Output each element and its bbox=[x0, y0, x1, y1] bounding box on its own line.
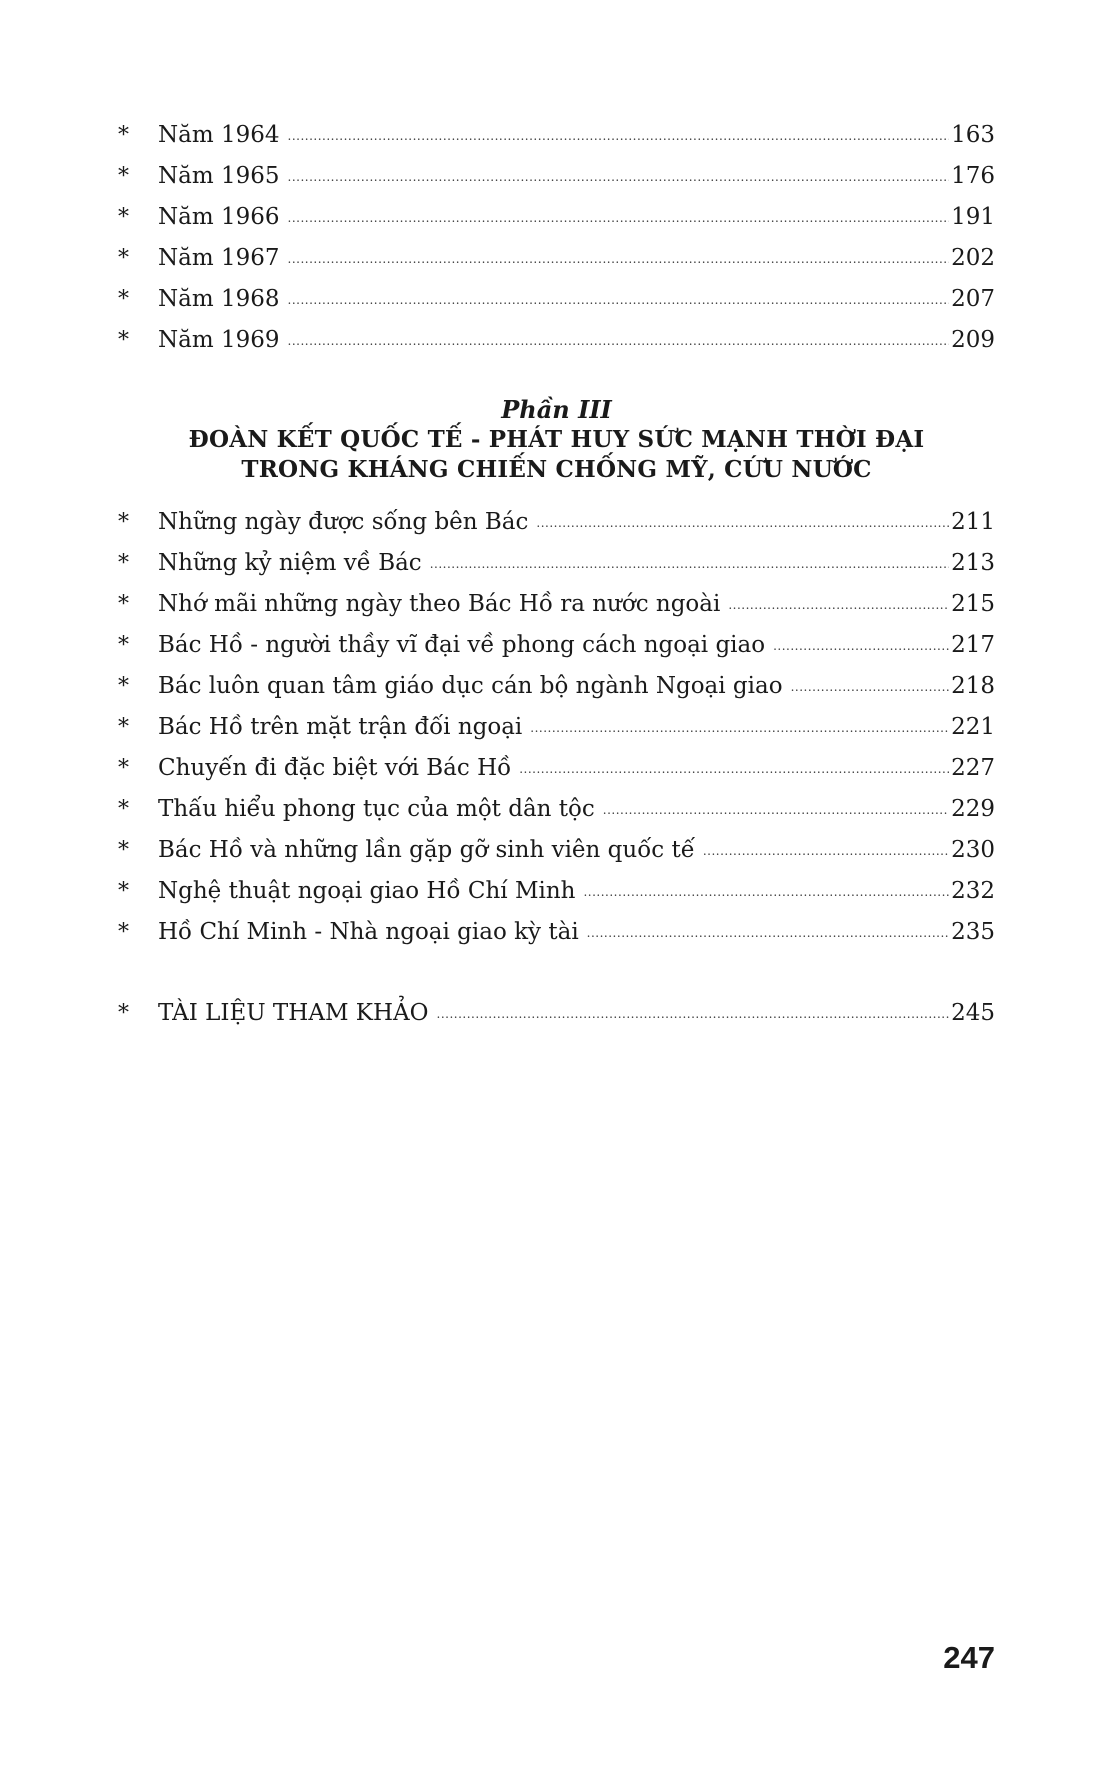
toc-years bbox=[118, 115, 995, 361]
toc-entry[interactable] bbox=[118, 156, 995, 197]
entry-page: 232 bbox=[951, 878, 995, 904]
toc-entry[interactable] bbox=[118, 625, 995, 666]
dot-leader bbox=[603, 790, 949, 831]
entry-page: 230 bbox=[951, 837, 995, 863]
entry-label: TÀI LIỆU THAM KHẢO bbox=[158, 1000, 429, 1026]
toc-entry[interactable] bbox=[118, 238, 995, 279]
entry-page: 207 bbox=[951, 286, 995, 312]
toc-entry-references[interactable] bbox=[118, 993, 995, 1034]
dot-leader bbox=[773, 626, 949, 667]
dot-leader bbox=[430, 544, 949, 585]
entry-label: Những kỷ niệm về Bác bbox=[158, 550, 422, 576]
entry-label: Nhớ mãi những ngày theo Bác Hồ ra nước ngoài bbox=[158, 591, 721, 617]
bullet: * bbox=[118, 246, 129, 271]
entry-label: Bác Hồ - người thầy vĩ đại về phong cách ngoại giao bbox=[158, 632, 766, 658]
dot-leader bbox=[583, 872, 949, 913]
bullet: * bbox=[118, 592, 129, 617]
toc-entry[interactable] bbox=[118, 197, 995, 238]
toc-entry[interactable] bbox=[118, 789, 995, 830]
entry-label: Nghệ thuật ngoại giao Hồ Chí Minh bbox=[158, 878, 576, 904]
bullet: * bbox=[118, 287, 129, 312]
bullet: * bbox=[118, 551, 129, 576]
toc-entry[interactable] bbox=[118, 830, 995, 871]
bullet: * bbox=[118, 797, 129, 822]
entry-label: Thấu hiểu phong tục của một dân tộc bbox=[158, 796, 595, 822]
toc-entry[interactable] bbox=[118, 584, 995, 625]
entry-page: 202 bbox=[951, 245, 995, 271]
entry-page: 245 bbox=[951, 1000, 995, 1026]
entry-label: Hồ Chí Minh - Nhà ngoại giao kỳ tài bbox=[158, 919, 579, 945]
dot-leader bbox=[587, 913, 949, 954]
toc-entry[interactable] bbox=[118, 871, 995, 912]
bullet: * bbox=[118, 328, 129, 353]
bullet: * bbox=[118, 633, 129, 658]
bullet: * bbox=[118, 164, 129, 189]
entry-page: 229 bbox=[951, 796, 995, 822]
entry-page: 176 bbox=[951, 163, 995, 189]
bullet: * bbox=[118, 879, 129, 904]
part-label: Phần III bbox=[501, 395, 612, 424]
dot-leader bbox=[530, 708, 949, 749]
dot-leader bbox=[536, 503, 949, 544]
entry-page: 215 bbox=[951, 591, 995, 617]
toc-references bbox=[118, 993, 995, 1034]
part-title-line1: ĐOÀN KẾT QUỐC TẾ - PHÁT HUY SỨC MẠNH THỜI ĐẠI bbox=[188, 426, 925, 453]
dot-leader bbox=[519, 749, 949, 790]
toc-entry[interactable] bbox=[118, 502, 995, 543]
entry-label: Những ngày được sống bên Bác bbox=[158, 509, 529, 535]
dot-leader bbox=[703, 831, 949, 872]
dot-leader bbox=[791, 667, 950, 708]
dot-leader bbox=[728, 585, 949, 626]
entry-label: Năm 1969 bbox=[158, 327, 280, 353]
dot-leader bbox=[437, 994, 950, 1035]
entry-page: 217 bbox=[951, 632, 995, 658]
toc-entry[interactable] bbox=[118, 279, 995, 320]
part-title-line2: TRONG KHÁNG CHIẾN CHỐNG MỸ, CỨU NƯỚC bbox=[241, 456, 872, 483]
entry-label: Bác Hồ trên mặt trận đối ngoại bbox=[158, 714, 523, 740]
dot-leader bbox=[288, 321, 950, 362]
bullet: * bbox=[118, 920, 129, 945]
entry-label: Năm 1968 bbox=[158, 286, 280, 312]
page-number: 247 bbox=[943, 1640, 995, 1675]
toc-entry[interactable] bbox=[118, 115, 995, 156]
entry-label: Năm 1965 bbox=[158, 163, 280, 189]
bullet: * bbox=[118, 1001, 129, 1026]
entry-page: 191 bbox=[951, 204, 995, 230]
toc-entry[interactable] bbox=[118, 666, 995, 707]
entry-page: 221 bbox=[951, 714, 995, 740]
entry-label: Bác luôn quan tâm giáo dục cán bộ ngành Ngoại giao bbox=[158, 673, 783, 699]
dot-leader bbox=[288, 280, 950, 321]
entry-page: 235 bbox=[951, 919, 995, 945]
entry-page: 209 bbox=[951, 327, 995, 353]
entry-page: 227 bbox=[951, 755, 995, 781]
dot-leader bbox=[288, 116, 950, 157]
bullet: * bbox=[118, 838, 129, 863]
entry-label: Chuyến đi đặc biệt với Bác Hồ bbox=[158, 755, 512, 781]
bullet: * bbox=[118, 510, 129, 535]
entry-label: Năm 1966 bbox=[158, 204, 280, 230]
dot-leader bbox=[288, 198, 950, 239]
bullet: * bbox=[118, 205, 129, 230]
part-heading bbox=[118, 395, 995, 485]
entry-page: 163 bbox=[951, 122, 995, 148]
entry-page: 211 bbox=[951, 509, 995, 535]
toc-entry[interactable] bbox=[118, 320, 995, 361]
toc-part3 bbox=[118, 502, 995, 953]
dot-leader bbox=[288, 157, 950, 198]
entry-label: Năm 1964 bbox=[158, 122, 280, 148]
bullet: * bbox=[118, 715, 129, 740]
entry-page: 218 bbox=[951, 673, 995, 699]
entry-page: 213 bbox=[951, 550, 995, 576]
toc-entry[interactable] bbox=[118, 707, 995, 748]
bullet: * bbox=[118, 123, 129, 148]
entry-label: Bác Hồ và những lần gặp gỡ sinh viên quốc tế bbox=[158, 837, 695, 863]
dot-leader bbox=[288, 239, 950, 280]
toc-entry[interactable] bbox=[118, 748, 995, 789]
bullet: * bbox=[118, 674, 129, 699]
toc-entry[interactable] bbox=[118, 912, 995, 953]
entry-label: Năm 1967 bbox=[158, 245, 280, 271]
toc-entry[interactable] bbox=[118, 543, 995, 584]
bullet: * bbox=[118, 756, 129, 781]
